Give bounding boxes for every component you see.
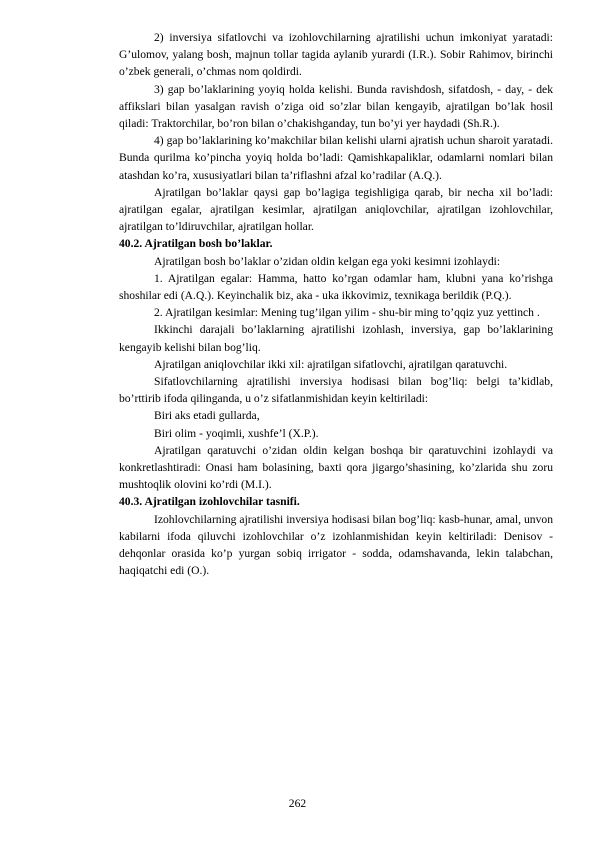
poem-line-2: Biri olim - yoqimli, xushfe’l (X.P.). <box>154 426 319 440</box>
paragraph-9: Ajratilgan aniqlovchilar ikki xil: ajratilgan sifatlovchi, ajratilgan qaratuvchi. <box>154 357 508 371</box>
paragraph-7: 2. Ajratilgan kesimlar: Mening tug’ilgan yilim - shu-bir ming to’qqiz yuz yettinch . <box>154 306 540 320</box>
section-heading-40-3: 40.3. Ajratilgan izohlovchilar tasnifi. <box>119 495 300 509</box>
page-number: 262 <box>288 797 307 810</box>
section-heading-40-2: 40.2. Ajratilgan bosh bo’laklar. <box>119 237 273 251</box>
paragraph-4: Ajratilgan bo’laklar qaysi gap bo’lagiga tegishligiga qarab, bir necha xil bo’ladi: ajratilgan egalar, ajratilgan kesimlar, ajratilgan aniqlovchilar, ajratilgan izohlovchilar, ajratilgan to’ldiruvchilar, ajratilgan hollar. <box>119 185 553 234</box>
paragraph-3: 4) gap bo’laklarining ko’makchilar bilan kelishi ularni ajratish uchun sharoit yaratadi. Bunda qurilma ko’pincha yoyiq holda bo’ladi: Qamishkapaliklar, odamlarni nomlari bilan atashdan ko’ra, xususiyatlari bilan ta’riflashni afzal ko’radilar (A.Q.). <box>119 134 553 182</box>
paragraph-11: Ajratilgan qaratuvchi o’zidan oldin kelgan boshqa bir qaratuvchini izohlaydi va konkretlashtiradi: Onasi ham bolasining, baxti qora jigargo’shasining, ko’zlarida shu zoru mushtoqlik olovini ko’rdi (M.I.). <box>119 443 553 492</box>
paragraph-8: Ikkinchi darajali bo’laklarning ajratilishi izohlash, inversiya, gap bo’laklarining kengayib kelishi bilan bog’liq. <box>119 323 553 354</box>
paragraph-2: 3) gap bo’laklarining yoyiq holda kelishi. Bunda ravishdosh, sifatdosh, - day, - dek affikslari bilan yasalgan ravish o’ziga oid so’zlar bilan kengayib, ajratilgan bo’lak hosil qiladi: Traktorchilar, bo’ron bilan o’chakishganday, tun bo’yi yer haydadi (Sh.R.). <box>119 82 553 131</box>
poem-line-1: Biri aks etadi gullarda, <box>154 409 260 423</box>
paragraph-10: Sifatlovchilarning ajratilishi inversiya hodisasi bilan bog’liq: belgi ta’kidlab, bo’rttirib ifoda qilinganda, u o’z sifatlanmishidan keyin keltiriladi: <box>119 375 553 406</box>
page-body <box>119 29 553 580</box>
paragraph-1: 2) inversiya sifatlovchi va izohlovchilarning ajratilishi uchun imkoniyat yaratadi: G’ulomov, yalang bosh, majnun tollar tagida aylanib yurardi (I.R.). Sobir Rahimov, birinchi o’zbek generali, o’chmas nom qoldirdi. <box>119 31 553 79</box>
paragraph-6: 1. Ajratilgan egalar: Hamma, hatto ko’rgan odamlar ham, klubni yana ko’rishga shoshilar edi (A.Q.). Keyinchalik biz, aka - uka ikkovimiz, texnikaga berildik (P.Q.). <box>119 271 553 303</box>
paragraph-5: Ajratilgan bosh bo’laklar o’zidan oldin kelgan ega yoki kesimni izohlaydi: <box>154 254 501 268</box>
paragraph-12: Izohlovchilarning ajratilishi inversiya hodisasi bilan bog’liq: kasb-hunar, amal, unvon kabilarni ifoda qiluvchi izohlovchilar o’z izohlanmishidan keyin keltiriladi: Denisov - dehqonlar orasida ko’p yurgan sobiq irrigator - sodda, odamshavanda, lekin talabchan, haqiqatchi edi (O.). <box>119 512 553 578</box>
